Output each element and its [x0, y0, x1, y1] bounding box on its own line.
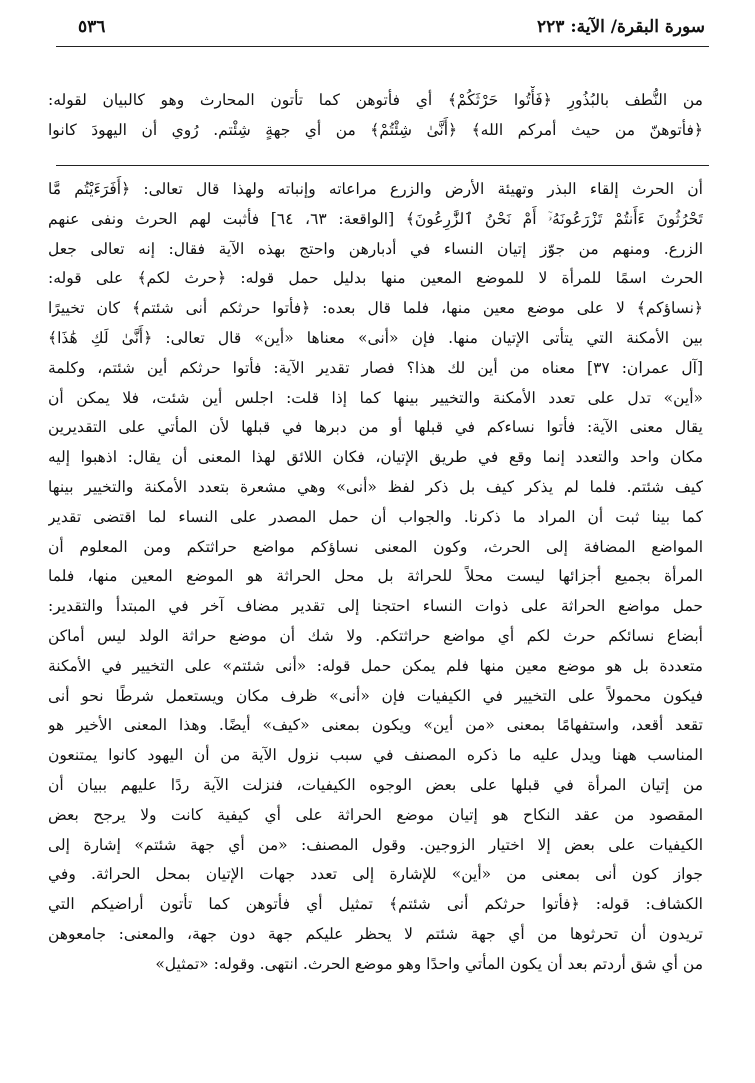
commentary-line: فيكون محمولاً على التخيير في الكيفيات فإن «أنى» ظرف مكان ويستعمل شرطًا نحو أنى — [48, 686, 703, 705]
commentary-line: المقصود من عقد النكاح هو إتيان موضع الحراثة على أي كيفية كانت ولا يرجح بعض — [48, 805, 703, 824]
commentary-line: تَحْرُثُونَ ءَأَنتُمْ تَزْرَعُونَهُۥٓ أَمْ نَحْنُ ٱلزَّٰرِعُونَ﴾ [الواقعة: ٦٣، ٦٤] فأثبت لهم الحرث ونفى عنهم — [48, 209, 703, 228]
commentary-text — [48, 175, 703, 980]
commentary-line: أبضاع نسائكم حرث لكم أي مواضع حراثتكم. ولا شك أن موضع حراثة الولد ليس أماكن — [48, 626, 703, 645]
commentary-line: الكيفيات على بعض إلا اختيار الزوجين. وقول المصنف: «من أي جهة شئتم» إشارة إلى — [48, 835, 703, 854]
commentary-line: المرأة بجميع أجزائها ليست محلاً للحراثة بل محل الحراثة هو الموضع المعين منها، فلما — [48, 567, 703, 586]
commentary-line: تقعد أقعد، واستفهامًا بمعنى «من أين» ويكون بمعنى «كيف» أيضًا. وهذا المعنى الأخير هو — [48, 716, 703, 735]
main-text-line: من النُّطف بالبُذُورِ ﴿فَأْتُوا حَرْثَكُمْ﴾ أي فأتوهن كما تأتون المحارث وهو كالبيان لقوله: — [48, 91, 703, 109]
commentary-line: جواز كون أنى بمعنى من «أين» للإشارة إلى تعدد جهات الإتيان بمحل الحراثة. وفي — [48, 865, 703, 884]
main-text — [48, 86, 703, 146]
commentary-line: تريدون أن تحرثوها من أي جهة شئتم لا يحظر عليكم جهة دون جهة، والمعنى: جامعوهن — [48, 924, 703, 943]
commentary-line: الكشاف: قوله: ﴿فأتوا حرثكم أنى شئتم﴾ تمثيل أي فأتوهن كما تأتون أراضيكم التي — [48, 895, 703, 914]
commentary-line: المناسب ههنا ويدل عليه ما ذكره المصنف في سبب نزول الآية من أن اليهود كانوا يمتنعون — [48, 746, 703, 765]
main-text-line: ﴿فأتوهنّ من حيث أمركم الله﴾ ﴿أَنَّىٰ شِئْتُمْ﴾ من أي جهةٍ شِئْتم. رُوي أن اليهودَ كانوا — [48, 120, 703, 139]
commentary-line: حمل مواضع الحراثة على ذوات النساء احتجنا إلى تقدير مضاف آخر في المبتدأ والتقدير: — [48, 597, 703, 616]
page-number: ٥٣٦ — [78, 17, 106, 37]
commentary-line: من إتيان المرأة في قبلها على بعض الوجوه الكيفيات، فنزلت الآية ردًا عليهم ببيان أن — [48, 775, 703, 794]
commentary-line: المواضع المضافة إلى الحرث، وكون المعنى نساؤكم مواضع حراثتكم ومن المعلوم أن — [48, 537, 703, 556]
commentary-line: مكان واحد والتعدد إنما وقع في طريق الإتيان، فكان اللائق لهذا المعنى أن يقال: اذهبوا إليه — [48, 448, 703, 467]
commentary-line: كما بينا ثبت أن المراد ما ذكرنا. والجواب أن حمل المصدر على النساء لما اقتضى تقدير — [48, 507, 703, 526]
running-header — [78, 10, 705, 44]
commentary-line: بين الأمكنة التي يتأتى الإتيان منها. فإن «أنى» معناها «أين» قال تعالى: ﴿أَنَّىٰ لَكِ هَٰذَا﴾ — [48, 328, 703, 347]
commentary-line: متعددة بل هو موضع معين منها فلم يمكن حمل قوله: «أنى شئتم» على التخيير في الأمكنة — [48, 656, 703, 675]
commentary-line: يقال معنى الآية: فأتوا نساءكم في قبلها أو من دبرها في قبلها لأن المأتي على التقديرين — [48, 418, 703, 437]
commentary-line: الحرث اسمًا للمرأة لا للموضع المعين منها بدليل حمل قوله: ﴿حرث لكم﴾ على قوله: — [48, 269, 703, 288]
commentary-line: [آل عمران: ٣٧] معناه من أين لك هذا؟ فصار تقدير الآية: فأتوا حرثكم أين شئتم، وكلمة — [48, 358, 703, 377]
separator-rule — [56, 165, 709, 166]
commentary-line: «أين» تدل على تعدد الأمكنة والتخيير بينها كما إذا قلت: اجلس أين شئت، فلا يمكن أن — [48, 388, 703, 407]
header-rule — [56, 46, 709, 47]
commentary-line: كيف شئتم. فلما لم يذكر كيف بل ذكر لفظ «أنى» وهي مشعرة بتعدد الأمكنة والتخيير بينها — [48, 477, 703, 496]
commentary-line: من أي شق أردتم بعد أن يكون المأتي واحدًا وهو موضع الحرث. انتهى. وقوله: «تمثيل» — [155, 954, 703, 973]
header-title: سورة البقرة/ الآية: ٢٢٣ — [537, 17, 705, 37]
commentary-line: أن الحرث إلقاء البذر وتهيئة الأرض والزرع مراعاته وإنباته ولهذا قال تعالى: ﴿أَفَرَءَيْتُم مَّا — [48, 180, 703, 198]
commentary-line: ﴿نساؤكم﴾ لا على موضع معين منها، فلما قال بعده: ﴿فأتوا حرثكم أنى شئتم﴾ كان تخييرًا — [48, 299, 703, 318]
commentary-line: الزرع. ومنهم من جوّز إتيان النساء في أدبارهن واحتج بهذه الآية فقال: إنه تعالى جعل — [48, 239, 703, 258]
